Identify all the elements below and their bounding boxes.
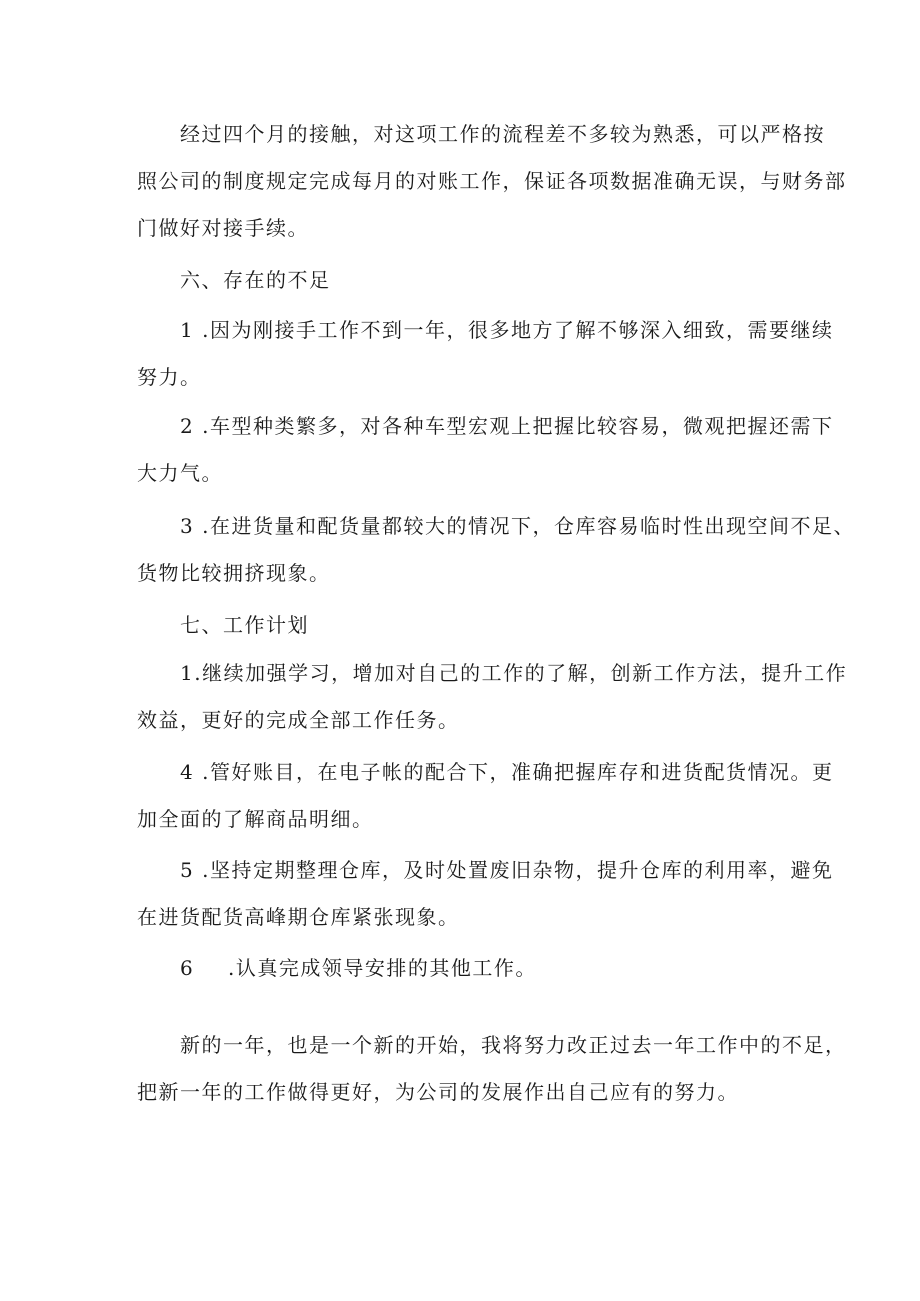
- list-item: [137, 403, 833, 497]
- text-line: 1 .因为刚接手工作不到一年，很多地方了解不够深入细致，需要继续: [180, 318, 834, 342]
- text-line: 效益，更好的完成全部工作任务。: [137, 708, 460, 732]
- text-line: [180, 945, 537, 992]
- list-item: [137, 650, 847, 744]
- heading-text: 六、存在的不足: [180, 268, 331, 292]
- list-item: [137, 307, 833, 401]
- text-line: 5 .坚持定期整理仓库，及时处置废旧杂物，提升仓库的利用率，避免: [180, 858, 834, 882]
- list-item: [180, 945, 537, 992]
- text-line: 加全面的了解商品明细。: [137, 807, 374, 831]
- text-line: 努力。: [137, 365, 202, 389]
- text-line: 照公司的制度规定完成每月的对账工作，保证各项数据准确无误，与财务部: [137, 169, 847, 193]
- text-line: 新的一年，也是一个新的开始，我将努力改正过去一年工作中的不足，: [180, 1033, 847, 1057]
- text-line: 把新一年的工作做得更好，为公司的发展作出自己应有的努力。: [137, 1080, 739, 1104]
- list-item: [137, 749, 833, 843]
- list-item: [137, 847, 833, 941]
- text-line: 门做好对接手续。: [137, 216, 309, 240]
- item-text: .认真完成领导安排的其他工作。: [228, 956, 537, 980]
- text-line: 3 .在进货量和配货量都较大的情况下，仓库容易临时性出现空间不足、: [180, 514, 855, 538]
- text-line: 大力气。: [137, 461, 223, 485]
- heading-text: 七、工作计划: [180, 613, 309, 637]
- item-number: 6: [180, 956, 195, 980]
- text-line: 经过四个月的接触，对这项工作的流程差不多较为熟悉，可以严格按: [180, 122, 825, 146]
- paragraph-reconciliation: [137, 111, 847, 252]
- text-line: 4 .管好账目，在电子帐的配合下，准确把握库存和进货配货情况。更: [180, 760, 834, 784]
- closing-paragraph: [137, 1022, 847, 1116]
- section-heading-shortcomings: [180, 257, 331, 304]
- text-line: 在进货配货高峰期仓库紧张现象。: [137, 905, 460, 929]
- text-line: 1.继续加强学习，增加对自己的工作的了解，创新工作方法，提升工作: [180, 661, 848, 685]
- list-item: [137, 503, 855, 597]
- section-heading-work-plan: [180, 602, 309, 649]
- text-line: 2 .车型种类繁多，对各种车型宏观上把握比较容易，微观把握还需下: [180, 414, 834, 438]
- text-line: 货物比较拥挤现象。: [137, 561, 331, 585]
